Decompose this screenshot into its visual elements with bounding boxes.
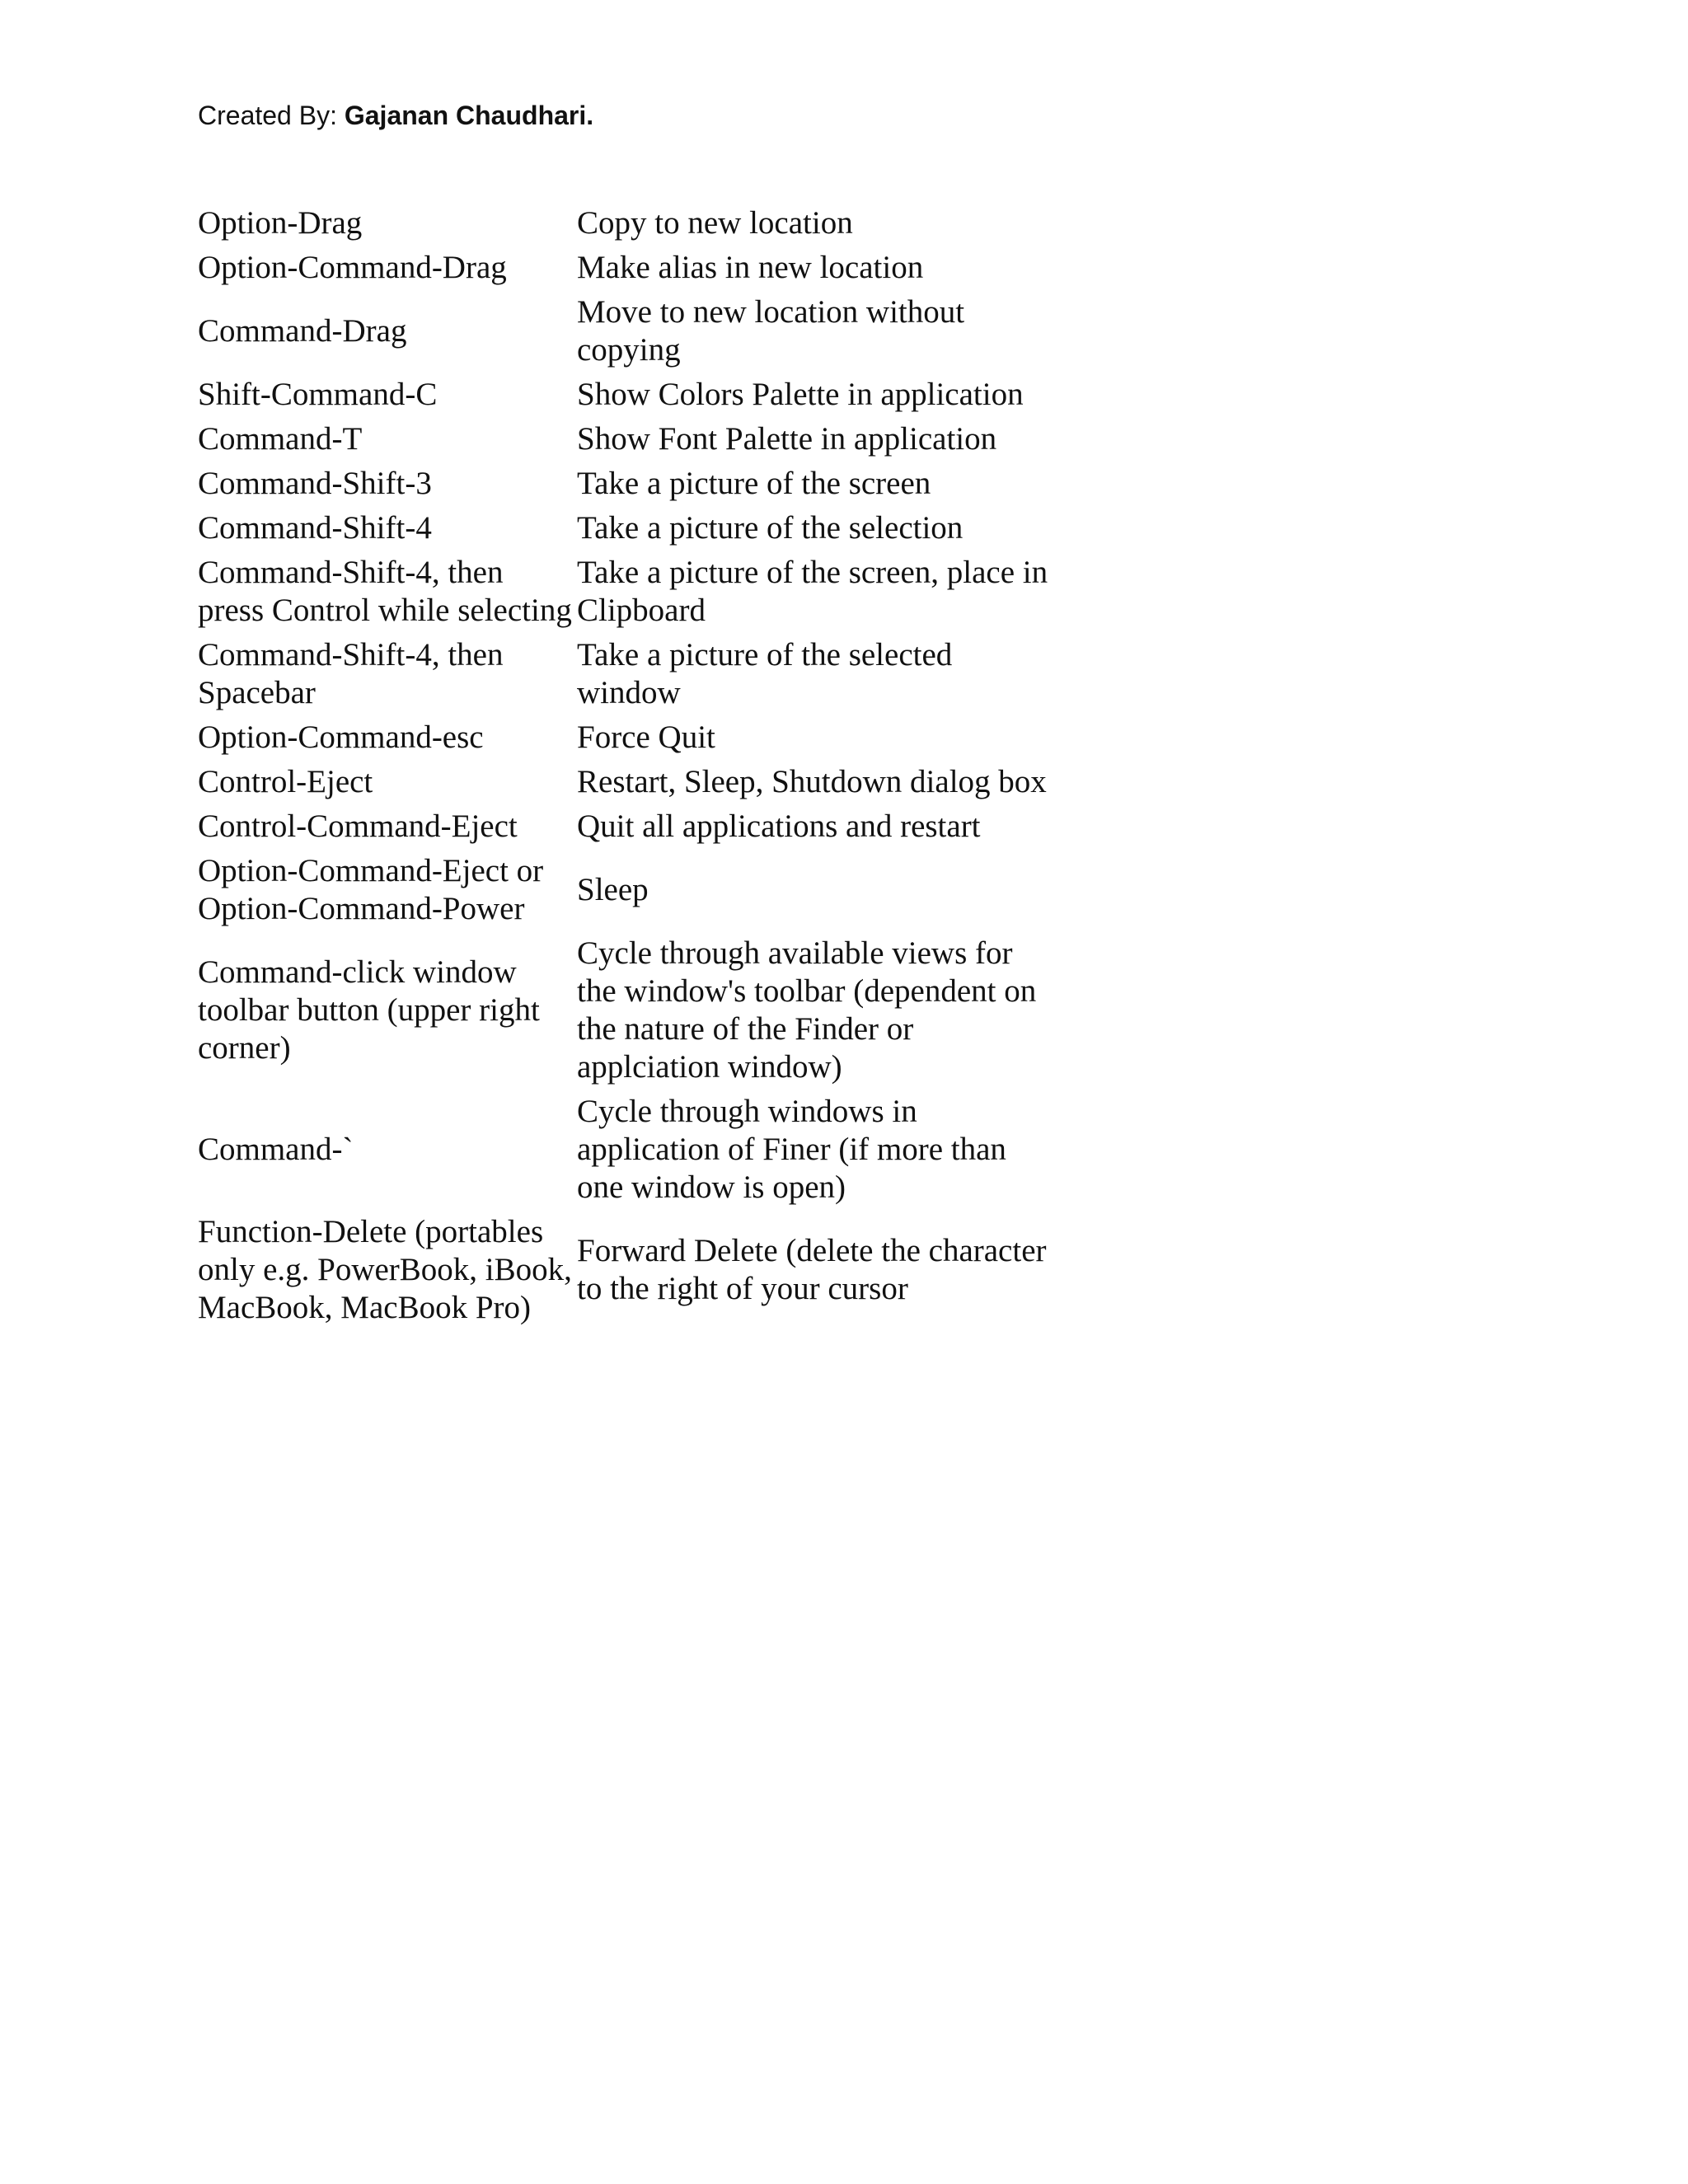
shortcut-action: Take a picture of the screen, place in Clipboard — [577, 555, 1048, 628]
author-name: Gajanan Chaudhari. — [344, 101, 594, 130]
shortcut-action: Copy to new location — [577, 205, 853, 241]
shortcut-keys: Command-Drag — [198, 313, 407, 349]
shortcut-action: Take a picture of the selection — [577, 510, 964, 546]
shortcut-keys: Control-Command-Eject — [198, 808, 518, 844]
table-row — [198, 417, 1055, 462]
table-row — [198, 633, 1055, 715]
table-row — [198, 246, 1055, 290]
shortcut-keys: Command-T — [198, 421, 363, 457]
shortcut-action: Show Font Palette in application — [577, 421, 997, 457]
table-row — [198, 1210, 1055, 1330]
shortcut-action: Make alias in new location — [577, 250, 924, 285]
shortcut-action: Force Quit — [577, 719, 715, 755]
table-row — [198, 931, 1055, 1090]
table-row — [198, 760, 1055, 804]
table-row — [198, 1090, 1055, 1210]
shortcut-table — [198, 201, 1055, 1330]
shortcut-action: Restart, Sleep, Shutdown dialog box — [577, 764, 1047, 799]
shortcut-keys: Command-Shift-4, then press Control while selecting — [198, 555, 572, 628]
shortcut-keys: Option-Command-esc — [198, 719, 484, 755]
shortcut-keys: Function-Delete (portables only e.g. PowerBook, iBook, MacBook, MacBook Pro) — [198, 1214, 572, 1325]
table-row — [198, 373, 1055, 417]
shortcut-action: Forward Delete (delete the character to the right of your cursor — [577, 1233, 1047, 1306]
table-row — [198, 462, 1055, 506]
shortcut-action: Move to new location without copying — [577, 294, 965, 368]
table-row — [198, 804, 1055, 849]
document-header — [198, 99, 593, 132]
table-row — [198, 551, 1055, 633]
shortcut-keys: Command-click window toolbar button (upper right corner) — [198, 954, 540, 1066]
shortcut-action: Sleep — [577, 872, 649, 907]
table-row — [198, 849, 1055, 931]
shortcut-keys: Option-Command-Drag — [198, 250, 507, 285]
shortcut-keys: Option-Drag — [198, 205, 363, 241]
table-row — [198, 201, 1055, 246]
shortcut-keys: Command-` — [198, 1132, 354, 1167]
shortcut-action: Show Colors Palette in application — [577, 377, 1024, 412]
shortcut-action: Take a picture of the selected window — [577, 637, 953, 710]
shortcut-action: Take a picture of the screen — [577, 466, 931, 501]
shortcut-action: Cycle through available views for the window's toolbar (dependent on the nature of the Finder or applciation window) — [577, 935, 1037, 1085]
table-row — [198, 506, 1055, 551]
table-row — [198, 290, 1055, 373]
shortcut-keys: Shift-Command-C — [198, 377, 438, 412]
shortcut-action: Quit all applications and restart — [577, 808, 981, 844]
shortcut-keys: Option-Command-Eject or Option-Command-Power — [198, 853, 544, 926]
table-row — [198, 715, 1055, 760]
shortcut-keys: Control-Eject — [198, 764, 373, 799]
header-prefix: Created By: — [198, 101, 345, 130]
shortcut-action: Cycle through windows in application of Finer (if more than one window is open) — [577, 1094, 1006, 1205]
shortcut-keys: Command-Shift-4, then Spacebar — [198, 637, 504, 710]
shortcut-keys: Command-Shift-3 — [198, 466, 432, 501]
shortcut-keys: Command-Shift-4 — [198, 510, 432, 546]
